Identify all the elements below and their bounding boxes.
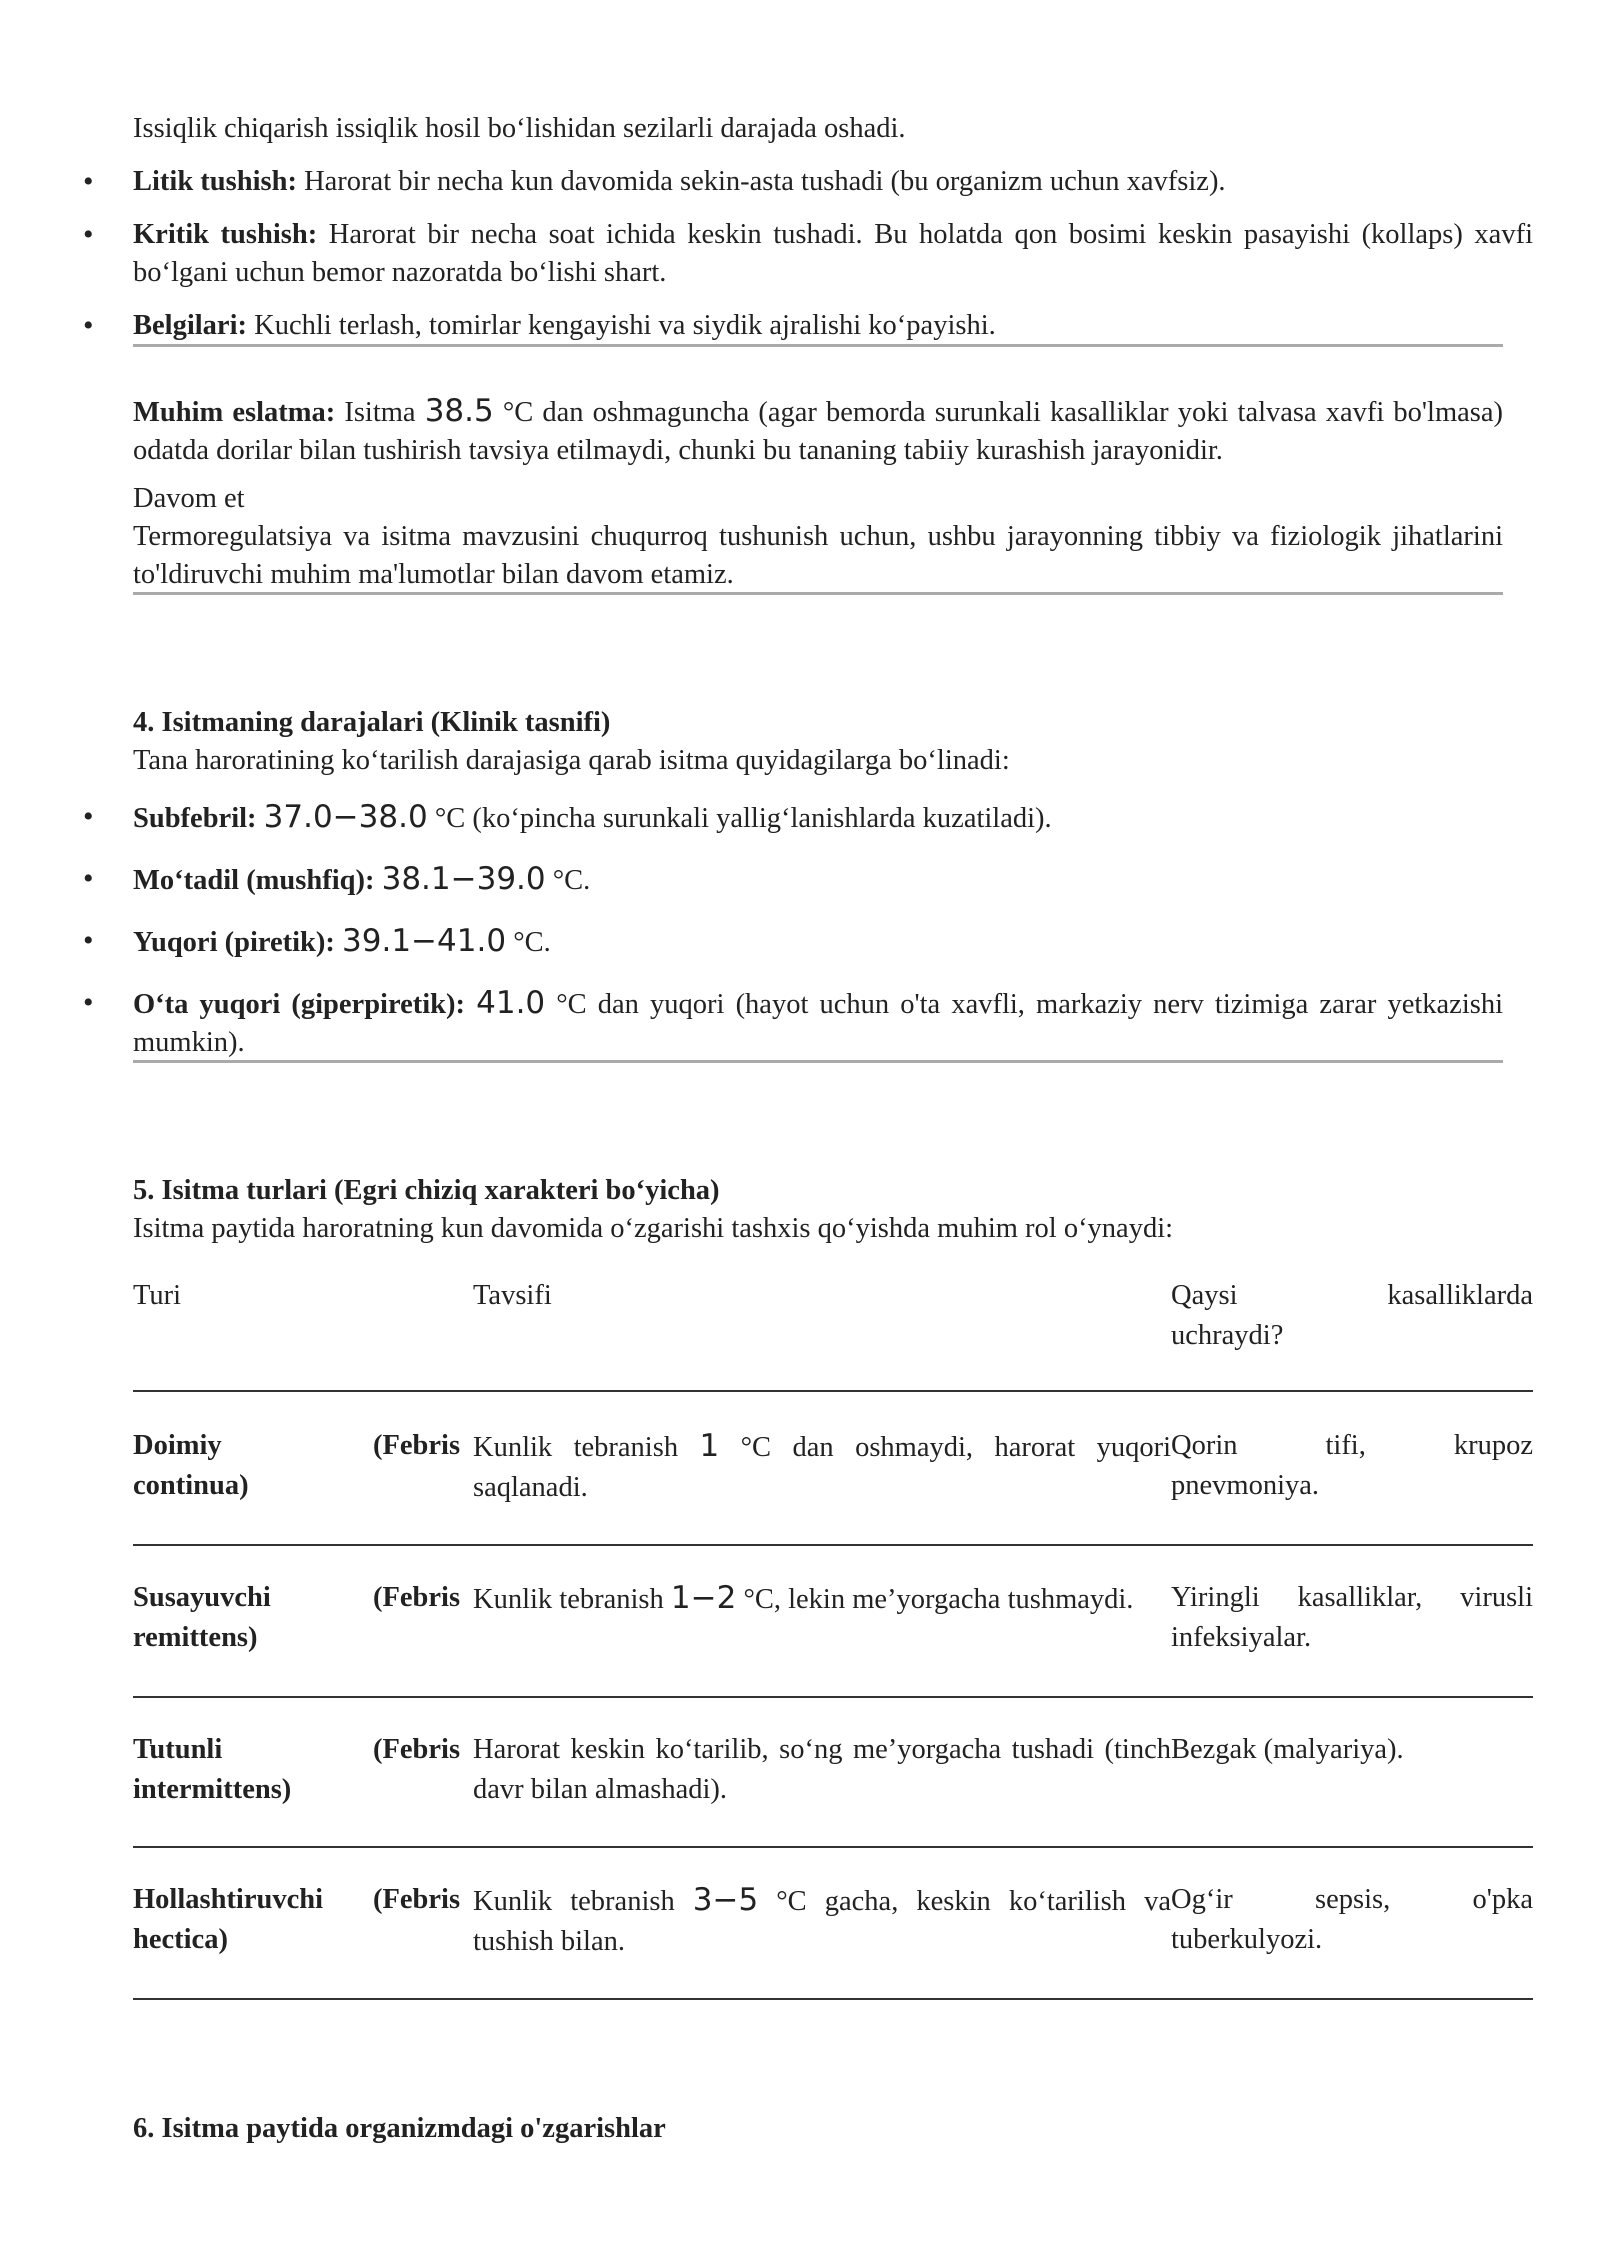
section-heading: 4. Isitmaning darajalari (Klinik tasnifi) xyxy=(133,707,611,738)
row-type-name: Doimiy continua) xyxy=(133,1430,249,1501)
note-block xyxy=(133,392,1503,594)
row-description: Harorat keskin ko‘tarilib, so‘ng me’yorgacha tushadi (tinch davr bilan almashadi). xyxy=(473,1734,1171,1805)
table-rule xyxy=(133,1544,1533,1546)
divider xyxy=(133,1060,1503,1063)
list-item: • Mo‘tadil (mushfiq): 38.1−39.0 °C. xyxy=(133,860,1503,900)
list-item: • Subfebril: 37.0−38.0 °C (ko‘pincha surunkali yallig‘lanishlarda kuzatiladi). xyxy=(133,798,1503,838)
table-rule xyxy=(133,1390,1533,1392)
column-header-type: Turi xyxy=(133,1280,182,1311)
list-item-belgilari: • Belgilari: Kuchli terlash, tomirlar kengayishi va siydik ajralishi ko‘payishi. xyxy=(133,307,1533,345)
row-febris: (Febris xyxy=(373,1734,461,1765)
row-febris: (Febris xyxy=(373,1884,461,1915)
row-description: Kunlik tebranish 1 °C dan oshmaydi, harorat yuqori saqlanadi. xyxy=(473,1428,1171,1503)
severity-list xyxy=(133,798,1503,1062)
list-item: • O‘ta yuqori (giperpiretik): 41.0 °C dan yuqori (hayot uchun o'ta xavfli, markaziy nerv tizimiga zarar yetkazishi mumkin). xyxy=(133,984,1503,1062)
row-description: Kunlik tebranish 1−2 °C, lekin me’yorgacha tushmaydi. xyxy=(473,1580,1134,1616)
note-paragraph: Muhim eslatma: Isitma 38.5 °C dan oshmaguncha (agar bemorda surunkali kasalliklar yoki talvasa xavfi bo'lmasa) odatda dorilar bilan tushirish tavsiya etilmaydi, chunki bu tananing tabiiy kurashish jarayonidir. xyxy=(133,393,1504,466)
bullet-list-top xyxy=(133,163,1533,345)
list-item-litik: • Litik tushish: Harorat bir necha kun davomida sekin-asta tushadi (bu organizm uchun xavfsiz). xyxy=(133,163,1533,201)
column-header-disease: Qaysi kasalliklarda uchraydi? xyxy=(1171,1280,1533,1351)
row-type-name: Susayuvchi remittens) xyxy=(133,1582,271,1653)
row-febris: (Febris xyxy=(373,1430,461,1461)
davom-label: Davom et xyxy=(133,483,245,514)
row-diseases: Og‘ir sepsis, o'pka tuberkulyozi. xyxy=(1171,1884,1533,1955)
section-intro: Isitma paytida haroratning kun davomida o‘zgarishi tashxis qo‘yishda muhim rol o‘ynaydi: xyxy=(133,1213,1174,1244)
divider xyxy=(133,344,1503,347)
section-4 xyxy=(133,704,1503,1062)
list-item-kritik: • Kritik tushish: Harorat bir necha soat ichida keskin tushadi. Bu holatda qon bosimi keskin pasayishi (kollaps) xavfi bo‘lgani uchun bemor nazoratda bo‘lishi shart. xyxy=(133,216,1533,292)
table-rule xyxy=(133,1998,1533,2000)
row-diseases: Qorin tifi, krupoz pnevmoniya. xyxy=(1171,1430,1533,1501)
row-type-name: Hollashtiruvchi hectica) xyxy=(133,1884,324,1955)
section-6-heading: 6. Isitma paytida organizmdagi o'zgarishlar xyxy=(133,2113,666,2144)
list-item: • Yuqori (piretik): 39.1−41.0 °C. xyxy=(133,922,1503,962)
table-rule xyxy=(133,1846,1533,1848)
section-heading: 5. Isitma turlari (Egri chiziq xarakteri bo‘yicha) xyxy=(133,1175,720,1206)
row-type-name: Tutunli intermittens) xyxy=(133,1734,292,1805)
row-diseases: Yiringli kasalliklar, virusli infeksiyalar. xyxy=(1171,1582,1533,1653)
row-diseases: Bezgak (malyariya). xyxy=(1171,1734,1404,1765)
row-description: Kunlik tebranish 3−5 °C gacha, keskin ko‘tarilish va tushish bilan. xyxy=(473,1882,1171,1957)
column-header-desc: Tavsifi xyxy=(473,1280,552,1311)
continuation-line: Issiqlik chiqarish issiqlik hosil bo‘lishidan sezilarli darajada oshadi. xyxy=(133,113,906,144)
section-5 xyxy=(133,1172,1503,1248)
fever-types-table xyxy=(133,1276,1533,1996)
table-rule xyxy=(133,1696,1533,1698)
row-febris: (Febris xyxy=(373,1582,461,1613)
continue-paragraph: Termoregulatsiya va isitma mavzusini chuqurroq tushunish uchun, ushbu jarayonning tibbiy va fiziologik jihatlarini to'ldiruvchi muhim ma'lumotlar bilan davom etamiz. xyxy=(133,521,1503,590)
section-intro: Tana haroratining ko‘tarilish darajasiga qarab isitma quyidagilarga bo‘linadi: xyxy=(133,745,1010,776)
divider xyxy=(133,592,1503,595)
